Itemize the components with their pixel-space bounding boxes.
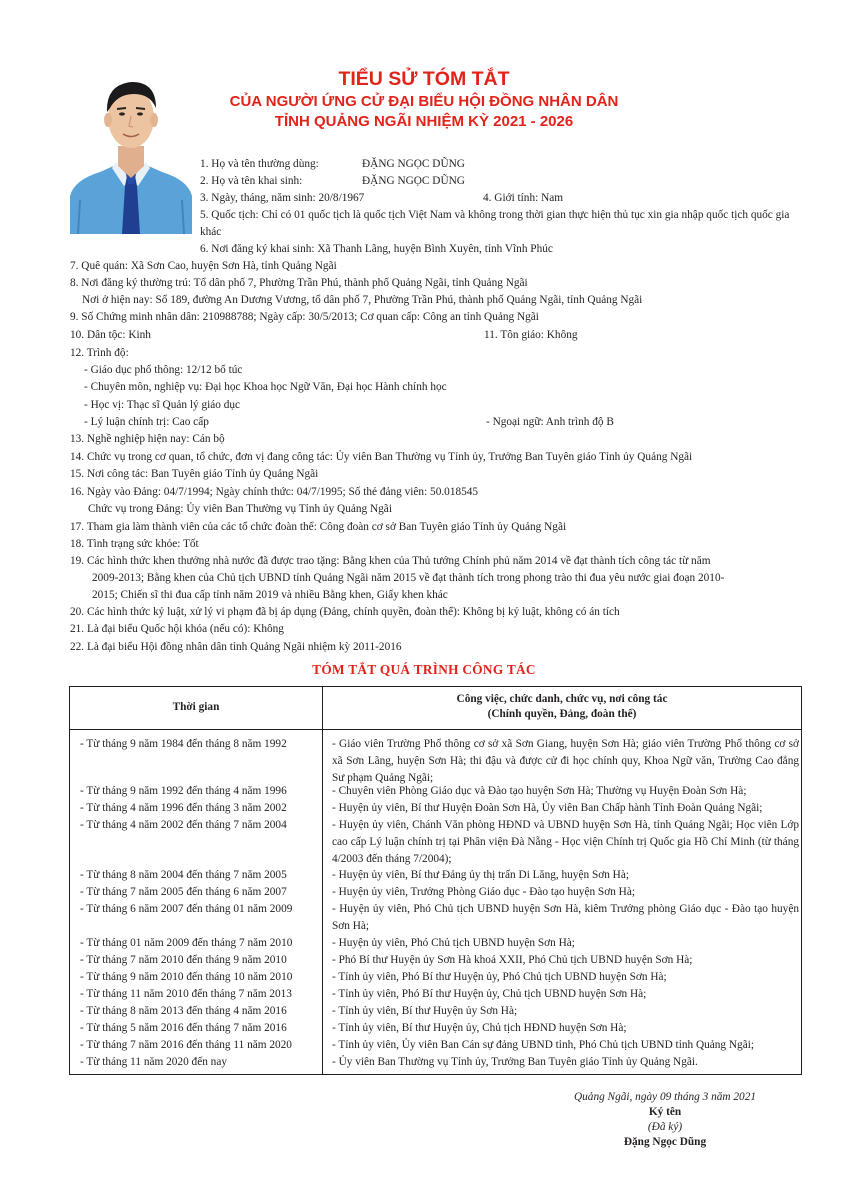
table-row-job: - Phó Bí thư Huyện ủy Sơn Hà khoá XXII, Phó Chủ tịch UBND huyện Sơn Hà;: [332, 954, 693, 966]
field-national-assembly: 21. Là đại biểu Quốc hội khóa (nếu có): Không: [70, 623, 284, 635]
field-date-of-birth: 3. Ngày, tháng, năm sinh: 20/8/1967: [200, 192, 365, 204]
table-row-job: - Huyện ủy viên, Chánh Văn phòng HĐND và UBND huyện Sơn Hà, tỉnh Quảng Ngãi; Học viên Lớp cao cấp Lý luận chính trị tại Phân viện Đà Nẵng - Học viện Chính trị Quốc gia Hồ Chí Minh (từ tháng 4/2003 đến tháng 7/2004);: [332, 819, 799, 865]
field-hometown: 7. Quê quán: Xã Sơn Cao, huyện Sơn Hà, tỉnh Quảng Ngãi: [70, 260, 337, 272]
field-professional-qualification: - Chuyên môn, nghiệp vụ: Đại học Khoa học Ngữ Văn, Đại học Hành chính học: [84, 381, 447, 393]
table-row-time: - Từ tháng 7 năm 2016 đến tháng 11 năm 2020: [80, 1039, 292, 1051]
field-nationality: 5. Quốc tịch: Chỉ có 01 quốc tịch là quốc tịch Việt Nam và không trong thời gian thực hiện thủ tục xin gia nhập quốc tịch quốc gia khác: [200, 209, 790, 238]
field-gender: 4. Giới tính: Nam: [483, 192, 564, 204]
table-row-time: - Từ tháng 5 năm 2016 đến tháng 7 năm 2016: [80, 1022, 287, 1034]
work-history-table: [69, 686, 802, 1075]
work-history-title: TÓM TẮT QUÁ TRÌNH CÔNG TÁC: [312, 662, 536, 677]
field-birth-name-value: ĐẶNG NGỌC DŨNG: [362, 175, 465, 187]
field-workplace: 15. Nơi công tác: Ban Tuyên giáo Tỉnh ủy Quảng Ngãi: [70, 468, 319, 480]
field-position: 14. Chức vụ trong cơ quan, tổ chức, đơn vị đang công tác: Ủy viên Ban Thường vụ Tỉnh ủy, Trưởng Ban Tuyên giáo Tỉnh ủy Quảng Ngãi: [70, 451, 693, 463]
table-row-time: - Từ tháng 9 năm 1984 đến tháng 8 năm 1992: [80, 738, 287, 750]
table-row-job: - Huyện ủy viên, Phó Chủ tịch UBND huyện Sơn Hà;: [332, 937, 575, 949]
field-general-education: - Giáo dục phổ thông: 12/12 bổ túc: [84, 364, 243, 376]
field-political-theory: - Lý luận chính trị: Cao cấp: [84, 416, 209, 428]
signer-name: Đặng Ngọc Dũng: [623, 1136, 707, 1148]
field-id-card: 9. Số Chứng minh nhân dân: 210988788; Ngày cấp: 30/5/2013; Cơ quan cấp: Công an tỉnh Quảng Ngãi: [70, 311, 539, 323]
field-birth-registration-place: 6. Nơi đăng ký khai sinh: Xã Thanh Lãng, huyện Bình Xuyên, tỉnh Vĩnh Phúc: [200, 243, 553, 255]
column-header-time: Thời gian: [172, 701, 220, 713]
table-row-time: - Từ tháng 8 năm 2004 đến tháng 7 năm 2005: [80, 869, 287, 881]
field-health: 18. Tình trạng sức khỏe: Tốt: [70, 538, 199, 550]
field-awards-line-2: 2009-2013; Bằng khen của Chủ tịch UBND tỉnh Quảng Ngãi năm 2015 về đạt thành tích trong phong trào thi đua yêu nước giai đoạn 2010-: [92, 572, 725, 584]
candidate-portrait-photo: [70, 68, 192, 234]
column-header-job-line-2: (Chính quyền, Đảng, đoàn thể): [487, 708, 637, 720]
field-discipline: 20. Các hình thức kỷ luật, xử lý vi phạm đã bị áp dụng (Đảng, chính quyền, đoàn thể): Không bị kỷ luật, không có án tích: [70, 606, 620, 618]
document-subtitle-2: TỈNH QUẢNG NGÃI NHIỆM KỲ 2021 - 2026: [274, 113, 574, 130]
table-row-job: - Huyện ủy viên, Bí thư Đảng ủy thị trấn Di Lăng, huyện Sơn Hà;: [332, 869, 629, 881]
table-row-time: - Từ tháng 6 năm 2007 đến tháng 01 năm 2009: [80, 903, 293, 915]
column-header-job-line-1: Công việc, chức danh, chức vụ, nơi công tác: [456, 693, 668, 705]
table-row-job: - Ủy viên Ban Thường vụ Tỉnh ủy, Trưởng Ban Tuyên giáo Tỉnh ủy Quảng Ngãi.: [332, 1056, 698, 1068]
field-academic-degree: - Học vị: Thạc sĩ Quản lý giáo dục: [84, 399, 241, 411]
table-row-time: - Từ tháng 7 năm 2010 đến tháng 9 năm 2010: [80, 954, 287, 966]
field-religion: 11. Tôn giáo: Không: [484, 329, 578, 341]
field-party-membership: 16. Ngày vào Đảng: 04/7/1994; Ngày chính thức: 04/7/1995; Số thẻ đảng viên: 50.018545: [70, 486, 479, 498]
table-row-job: - Chuyên viên Phòng Giáo dục và Đào tạo huyện Sơn Hà; Thường vụ Huyện Đoàn Sơn Hà;: [332, 785, 747, 797]
field-party-position: Chức vụ trong Đảng: Ủy viên Ban Thường vụ Tỉnh ủy Quảng Ngãi: [88, 503, 392, 515]
field-permanent-residence: 8. Nơi đăng ký thường trú: Tổ dân phố 7, Phường Trần Phú, thành phố Quảng Ngãi, tỉnh Quảng Ngãi: [70, 277, 528, 289]
field-organizations: 17. Tham gia làm thành viên của các tổ chức đoàn thể: Công đoàn cơ sở Ban Tuyên giáo Tỉnh ủy Quảng Ngãi: [70, 521, 567, 533]
signature-place-date: Quảng Ngãi, ngày 09 tháng 3 năm 2021: [573, 1091, 756, 1103]
document-title: TIỂU SỬ TÓM TẮT: [338, 68, 510, 90]
table-row-job: - Tỉnh ủy viên, Phó Bí thư Huyện ủy, Phó Chủ tịch UBND huyện Sơn Hà;: [332, 971, 667, 983]
field-education-heading: 12. Trình độ:: [70, 347, 129, 359]
field-occupation: 13. Nghề nghiệp hiện nay: Cán bộ: [70, 433, 225, 445]
field-ethnicity: 10. Dân tộc: Kinh: [70, 329, 151, 341]
table-row-time: - Từ tháng 9 năm 2010 đến tháng 10 năm 2010: [80, 971, 293, 983]
table-row-job: - Tỉnh ủy viên, Bí thư Huyện ủy, Chủ tịch HĐND huyện Sơn Hà;: [332, 1022, 627, 1034]
table-column-divider: [322, 687, 323, 1074]
table-row-time: - Từ tháng 4 năm 2002 đến tháng 7 năm 2004: [80, 819, 287, 831]
table-row-time: - Từ tháng 8 năm 2013 đến tháng 4 năm 2016: [80, 1005, 287, 1017]
document-subtitle-1: CỦA NGƯỜI ỨNG CỬ ĐẠI BIỂU HỘI ĐỒNG NHÂN DÂN: [229, 93, 619, 110]
table-row-time: - Từ tháng 9 năm 1992 đến tháng 4 năm 1996: [80, 785, 287, 797]
field-foreign-language: - Ngoại ngữ: Anh trình độ B: [486, 416, 614, 428]
field-birth-name-label: 2. Họ và tên khai sinh:: [200, 175, 303, 187]
table-row-job: - Tỉnh ủy viên, Phó Bí thư Huyện ủy, Chủ tịch UBND huyện Sơn Hà;: [332, 988, 647, 1000]
signature-label: Ký tên: [648, 1106, 682, 1118]
field-people-council: 22. Là đại biểu Hội đồng nhân dân tỉnh Quảng Ngãi nhiệm kỳ 2011-2016: [70, 641, 402, 653]
table-row-job: - Huyện ủy viên, Phó Chủ tịch UBND huyện Sơn Hà, kiêm Trưởng phòng Giáo dục - Đào tạo huyện Sơn Hà;: [332, 903, 799, 932]
table-row-job: - Tỉnh ủy viên, Bí thư Huyện ủy Sơn Hà;: [332, 1005, 518, 1017]
field-common-name-label: 1. Họ và tên thường dùng:: [200, 158, 319, 170]
table-row-time: - Từ tháng 11 năm 2010 đến tháng 7 năm 2013: [80, 988, 292, 1000]
signature-signed-note: (Đã ký): [647, 1121, 683, 1133]
table-row-job: - Huyện ủy viên, Trưởng Phòng Giáo dục - Đào tạo huyện Sơn Hà;: [332, 886, 635, 898]
field-awards-line-1: 19. Các hình thức khen thưởng nhà nước đã được trao tặng: Bằng khen của Thủ tướng Chính phủ năm 2014 về đạt thành tích công tác từ năm: [70, 555, 711, 567]
table-row-time: - Từ tháng 7 năm 2005 đến tháng 6 năm 2007: [80, 886, 287, 898]
field-awards-line-3: 2015; Chiến sĩ thi đua cấp tỉnh năm 2019 và nhiều Bằng khen, Giấy khen khác: [92, 589, 448, 601]
field-common-name-value: ĐẶNG NGỌC DŨNG: [362, 158, 465, 170]
table-row-time: - Từ tháng 4 năm 1996 đến tháng 3 năm 2002: [80, 802, 287, 814]
table-row-job: - Huyện ủy viên, Bí thư Huyện Đoàn Sơn Hà, Ủy viên Ban Chấp hành Tỉnh Đoàn Quảng Ngãi;: [332, 802, 763, 814]
table-row-time: - Từ tháng 11 năm 2020 đến nay: [80, 1056, 227, 1068]
table-row-job: - Tỉnh ủy viên, Ủy viên Ban Cán sự đảng UBND tỉnh, Phó Chủ tịch UBND tỉnh Quảng Ngãi;: [332, 1039, 754, 1051]
table-row-job: - Giáo viên Trường Phổ thông cơ sở xã Sơn Giang, huyện Sơn Hà; giáo viên Trường Phổ thông cơ sở xã Sơn Lãng, huyện Sơn Hà; thi đậu và được cử đi học chính quy, Khoa Ngữ văn, Trường Cao đẳng Sư phạm Quảng Ngãi;: [332, 738, 799, 784]
table-row-time: - Từ tháng 01 năm 2009 đến tháng 7 năm 2010: [80, 937, 293, 949]
table-header-divider: [70, 729, 801, 730]
field-current-residence: Nơi ở hiện nay: Số 189, đường An Dương Vương, tổ dân phố 7, Phường Trần Phú, thành phố Quảng Ngãi, tỉnh Quảng Ngãi: [82, 294, 643, 306]
